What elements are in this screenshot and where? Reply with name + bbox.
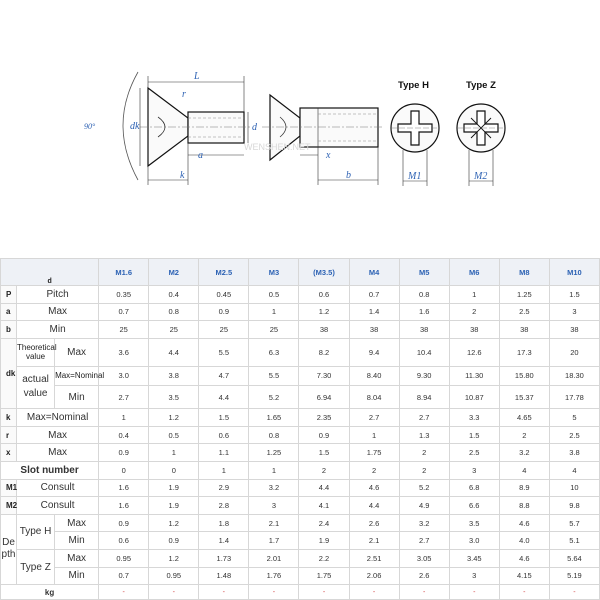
table-cell: - <box>299 585 349 600</box>
table-cell: 1.75 <box>299 567 349 585</box>
table-cell: 0.8 <box>399 286 449 304</box>
row-symbol: M2 <box>1 497 17 515</box>
table-cell: 10.87 <box>449 385 499 408</box>
table-cell: 2.4 <box>299 514 349 532</box>
table-cell: 5 <box>549 409 599 427</box>
dim-label-r: r <box>182 89 186 100</box>
table-cell: 4.65 <box>499 409 549 427</box>
table-cell: 0.9 <box>99 444 149 462</box>
type-label: Type H <box>17 514 55 549</box>
table-cell: 3 <box>249 497 299 515</box>
dim-label-d: d <box>252 122 257 133</box>
table-cell: 0.5 <box>249 286 299 304</box>
row-label: Max <box>55 514 99 532</box>
table-cell: 0.35 <box>99 286 149 304</box>
row-symbol: dk <box>1 338 17 408</box>
table-cell: 4 <box>549 461 599 479</box>
table-cell: 4.4 <box>149 338 199 366</box>
table-header-row <box>1 259 600 286</box>
table-cell: 5.19 <box>549 567 599 585</box>
table-cell: 8.2 <box>299 338 349 366</box>
group-label-b: value <box>23 388 48 400</box>
table-cell: 4.0 <box>499 532 549 550</box>
table-cell: 0.4 <box>99 426 149 444</box>
table-cell: 10 <box>549 479 599 497</box>
row-label: Max=Nominal <box>55 366 99 385</box>
table-cell: 3.05 <box>399 549 449 567</box>
specification-table <box>0 258 600 600</box>
table-cell: 3.8 <box>149 366 199 385</box>
table-cell: 3.2 <box>499 444 549 462</box>
table-cell: 1.25 <box>249 444 299 462</box>
row-label: Min <box>55 385 99 408</box>
table-cell: 1.3 <box>399 426 449 444</box>
table-cell: 6.3 <box>249 338 299 366</box>
table-cell: - <box>149 585 199 600</box>
table-cell: 3.0 <box>449 532 499 550</box>
table-cell: 4.7 <box>199 366 249 385</box>
table-cell: 38 <box>449 321 499 339</box>
table-row <box>1 385 600 408</box>
group-label <box>17 366 55 409</box>
table-cell: 1.8 <box>199 514 249 532</box>
screw-technical-drawing <box>0 0 600 258</box>
table-cell: - <box>99 585 149 600</box>
table-cell: 9.30 <box>399 366 449 385</box>
table-cell: 0.6 <box>299 286 349 304</box>
row-label: Max <box>17 444 99 462</box>
size-header: M1.6 <box>99 259 149 286</box>
table-cell: 18.30 <box>549 366 599 385</box>
dim-label-m2: M2 <box>474 171 488 182</box>
table-cell: 5.5 <box>249 366 299 385</box>
row-label: Consult <box>17 497 99 515</box>
size-header: M3 <box>249 259 299 286</box>
table-cell: 3.3 <box>449 409 499 427</box>
table-cell: 2.6 <box>349 514 399 532</box>
table-row <box>1 514 600 532</box>
table-cell: 4.4 <box>299 479 349 497</box>
table-cell: 1.75 <box>349 444 399 462</box>
table-cell: 15.37 <box>499 385 549 408</box>
angle-label: 90° <box>84 122 96 131</box>
table-row <box>1 366 600 385</box>
table-cell: 1.48 <box>199 567 249 585</box>
table-cell: 17.3 <box>499 338 549 366</box>
table-cell: 38 <box>549 321 599 339</box>
table-cell: 10.4 <box>399 338 449 366</box>
table-cell: 4.6 <box>349 479 399 497</box>
table-cell: 5.2 <box>249 385 299 408</box>
size-header: M8 <box>499 259 549 286</box>
dim-label-L: L <box>194 71 200 82</box>
table-row <box>1 286 600 304</box>
table-cell: 25 <box>99 321 149 339</box>
table-cell: 0.4 <box>149 286 199 304</box>
table-cell: 1.7 <box>249 532 299 550</box>
table-cell: 3.2 <box>249 479 299 497</box>
table-cell: 1.2 <box>149 409 199 427</box>
table-cell: 38 <box>399 321 449 339</box>
table-cell: 1.5 <box>449 426 499 444</box>
table-cell: 0 <box>149 461 199 479</box>
table-cell: 0.95 <box>149 567 199 585</box>
dim-label-dk: dk <box>130 121 140 132</box>
size-header: M4 <box>349 259 399 286</box>
table-cell: 25 <box>199 321 249 339</box>
watermark: WENSHEN.NET <box>244 142 311 152</box>
row-label: Consult <box>17 479 99 497</box>
table-cell: 1.65 <box>249 409 299 427</box>
table-cell: 1.73 <box>199 549 249 567</box>
table-row <box>1 532 600 550</box>
size-header: M6 <box>449 259 499 286</box>
table-cell: 25 <box>249 321 299 339</box>
table-cell: 2.1 <box>349 532 399 550</box>
table-cell: 2.7 <box>349 409 399 427</box>
table-row <box>1 479 600 497</box>
table-cell: 2.5 <box>499 303 549 321</box>
size-header: M2.5 <box>199 259 249 286</box>
table-cell: 2.5 <box>449 444 499 462</box>
table-cell: 1.2 <box>149 549 199 567</box>
dim-label-x: x <box>326 150 331 161</box>
table-cell: - <box>349 585 399 600</box>
size-header: (M3.5) <box>299 259 349 286</box>
table-row <box>1 321 600 339</box>
table-cell: 0.95 <box>99 549 149 567</box>
table-cell: 0.9 <box>199 303 249 321</box>
table-cell: 2.2 <box>299 549 349 567</box>
table-cell: 9.4 <box>349 338 399 366</box>
table-row <box>1 338 600 366</box>
table-cell: 1.5 <box>199 409 249 427</box>
table-cell: 3.2 <box>399 514 449 532</box>
table-cell: 2.7 <box>399 409 449 427</box>
corner-label: d <box>1 259 99 286</box>
type-h-title: Type H <box>398 80 429 91</box>
table-row <box>1 585 600 600</box>
dim-label-a: a <box>198 150 203 161</box>
row-symbol: b <box>1 321 17 339</box>
table-cell: 1.4 <box>349 303 399 321</box>
table-cell: 6.94 <box>299 385 349 408</box>
table-cell: 1.4 <box>199 532 249 550</box>
table-cell: 0.8 <box>249 426 299 444</box>
table-cell: 3.6 <box>99 338 149 366</box>
table-cell: 8.9 <box>499 479 549 497</box>
table-cell: 6.6 <box>449 497 499 515</box>
row-symbol: a <box>1 303 17 321</box>
table-cell: 0.9 <box>299 426 349 444</box>
table-cell: 2.1 <box>249 514 299 532</box>
table-cell: 0.6 <box>199 426 249 444</box>
row-symbol: M1 <box>1 479 17 497</box>
table-cell: 1.6 <box>99 479 149 497</box>
screw-shank-left <box>188 112 244 143</box>
table-cell: 2.35 <box>299 409 349 427</box>
table-cell: 3 <box>449 567 499 585</box>
table-cell: 8.94 <box>399 385 449 408</box>
table-cell: 4.4 <box>349 497 399 515</box>
size-header: M5 <box>399 259 449 286</box>
row-label: Max <box>55 549 99 567</box>
table-cell: 1.1 <box>199 444 249 462</box>
table-cell: 2 <box>499 426 549 444</box>
row-label: Slot number <box>1 461 99 479</box>
table-cell: 2 <box>349 461 399 479</box>
table-cell: 1.76 <box>249 567 299 585</box>
table-cell: 2.6 <box>399 567 449 585</box>
row-label: Min <box>55 532 99 550</box>
table-cell: 5.64 <box>549 549 599 567</box>
table-row <box>1 426 600 444</box>
table-cell: 1.5 <box>299 444 349 462</box>
table-cell: 2.51 <box>349 549 399 567</box>
table-cell: 25 <box>149 321 199 339</box>
table-row <box>1 303 600 321</box>
table-cell: 0.9 <box>149 532 199 550</box>
table-cell: - <box>499 585 549 600</box>
table-cell: 11.30 <box>449 366 499 385</box>
size-header: M10 <box>549 259 599 286</box>
table-cell: 4 <box>499 461 549 479</box>
table-cell: 1.2 <box>299 303 349 321</box>
table-cell: 6.8 <box>449 479 499 497</box>
table-cell: 20 <box>549 338 599 366</box>
table-cell: 1 <box>99 409 149 427</box>
dim-label-k: k <box>180 170 185 181</box>
table-cell: 8.8 <box>499 497 549 515</box>
row-symbol: x <box>1 444 17 462</box>
table-cell: 4.6 <box>499 549 549 567</box>
table-cell: 1.25 <box>499 286 549 304</box>
table-cell: 0.7 <box>99 567 149 585</box>
table-cell: 2 <box>399 461 449 479</box>
table-row <box>1 549 600 567</box>
table-row <box>1 567 600 585</box>
size-header: M2 <box>149 259 199 286</box>
table-cell: 3.5 <box>449 514 499 532</box>
table-cell: 8.40 <box>349 366 399 385</box>
table-cell: 4.4 <box>199 385 249 408</box>
table-cell: 1 <box>249 303 299 321</box>
row-label: Max <box>55 338 99 366</box>
table-row <box>1 444 600 462</box>
table-cell: 3 <box>449 461 499 479</box>
row-symbol: k <box>1 409 17 427</box>
table-cell: - <box>549 585 599 600</box>
row-symbol: P <box>1 286 17 304</box>
row-label: Max=Nominal <box>17 409 99 427</box>
table-cell: 2.7 <box>99 385 149 408</box>
table-cell: 1 <box>199 461 249 479</box>
table-cell: 0 <box>99 461 149 479</box>
table-cell: 2 <box>299 461 349 479</box>
group-label: Theoretical value <box>17 338 55 366</box>
table-row <box>1 409 600 427</box>
table-cell: 0.9 <box>99 514 149 532</box>
table-cell: 0.7 <box>349 286 399 304</box>
row-label: Pitch <box>17 286 99 304</box>
table-cell: 4.1 <box>299 497 349 515</box>
table-cell: 1 <box>249 461 299 479</box>
row-label: Max <box>17 303 99 321</box>
table-cell: 2.7 <box>399 532 449 550</box>
table-cell: 0.6 <box>99 532 149 550</box>
table-cell: 2.06 <box>349 567 399 585</box>
row-label: kg <box>1 585 99 600</box>
row-label: Min <box>17 321 99 339</box>
table-cell: 4.15 <box>499 567 549 585</box>
row-symbol: r <box>1 426 17 444</box>
type-label: Type Z <box>17 549 55 584</box>
table-cell: 2.5 <box>549 426 599 444</box>
table-cell: 1 <box>149 444 199 462</box>
table-cell: 2.9 <box>199 479 249 497</box>
dim-label-m1: M1 <box>408 171 422 182</box>
row-label: Min <box>55 567 99 585</box>
table-cell: 1.6 <box>99 497 149 515</box>
table-cell: 1.6 <box>399 303 449 321</box>
table-cell: 38 <box>299 321 349 339</box>
table-cell: 0.45 <box>199 286 249 304</box>
dim-label-b: b <box>346 170 351 181</box>
group-label-a: actual <box>22 374 49 386</box>
table-cell: 2.01 <box>249 549 299 567</box>
table-cell: 5.7 <box>549 514 599 532</box>
table-cell: 0.7 <box>99 303 149 321</box>
table-row <box>1 497 600 515</box>
table-cell: 1.9 <box>149 497 199 515</box>
table-cell: 15.80 <box>499 366 549 385</box>
table-cell: 3.8 <box>549 444 599 462</box>
table-cell: 17.78 <box>549 385 599 408</box>
table-cell: 0.5 <box>149 426 199 444</box>
table-cell: - <box>249 585 299 600</box>
table-cell: 2 <box>399 444 449 462</box>
table-cell: 3.45 <box>449 549 499 567</box>
table-cell: 5.1 <box>549 532 599 550</box>
table-cell: 4.9 <box>399 497 449 515</box>
table-cell: 2.8 <box>199 497 249 515</box>
table-cell: 3.5 <box>149 385 199 408</box>
depth-vertical-label: Depth <box>1 514 17 584</box>
table-cell: 8.04 <box>349 385 399 408</box>
table-cell: 2 <box>449 303 499 321</box>
table-cell: 1.9 <box>299 532 349 550</box>
table-cell: - <box>399 585 449 600</box>
row-label: Max <box>17 426 99 444</box>
type-z-title: Type Z <box>466 80 496 91</box>
table-cell: 1 <box>449 286 499 304</box>
table-cell: 1.2 <box>149 514 199 532</box>
table-cell: 1.9 <box>149 479 199 497</box>
table-cell: - <box>449 585 499 600</box>
table-cell: 38 <box>349 321 399 339</box>
table-row <box>1 461 600 479</box>
table-cell: 12.6 <box>449 338 499 366</box>
table-cell: 5.2 <box>399 479 449 497</box>
table-cell: 9.8 <box>549 497 599 515</box>
table-cell: 3.0 <box>99 366 149 385</box>
table-cell: 4.6 <box>499 514 549 532</box>
table-cell: 7.30 <box>299 366 349 385</box>
table-cell: 0.8 <box>149 303 199 321</box>
table-cell: - <box>199 585 249 600</box>
table-cell: 1.5 <box>549 286 599 304</box>
table-cell: 38 <box>499 321 549 339</box>
table-cell: 5.5 <box>199 338 249 366</box>
table-cell: 1 <box>349 426 399 444</box>
table-cell: 3 <box>549 303 599 321</box>
